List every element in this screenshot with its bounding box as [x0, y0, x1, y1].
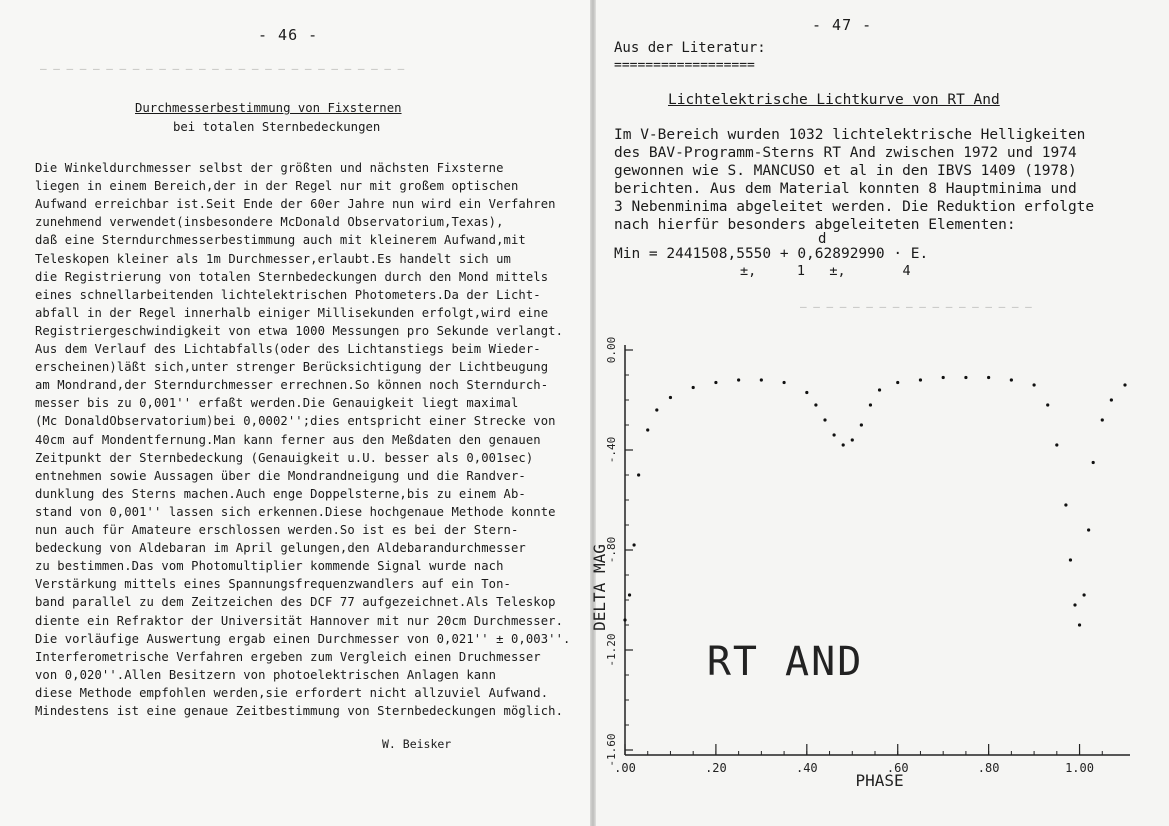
- left-body-line: daß eine Sterndurchmesserbestimmung auch mit kleinerem Aufwand,mit: [35, 233, 526, 248]
- data-point: [842, 443, 845, 446]
- formula-errors: ±, 1 ±, 4: [740, 263, 911, 279]
- data-point: [919, 378, 922, 381]
- data-point: [823, 418, 826, 421]
- left-body-line: bedeckung von Aldebaran im April gelungen,den Aldebarandurchmesser: [35, 541, 526, 556]
- left-body-line: abfall in der Regel innerhalb einiger Millisekunden erfolgt,wird eine: [35, 305, 549, 320]
- data-point: [692, 386, 695, 389]
- left-body-line: von 0,020''.Allen Besitzern von photoelektrischen Anlagen kann: [35, 667, 497, 682]
- left-body-line: diese Methode empfohlen werden,sie erfordert nicht allzuviel Aufwand.: [35, 685, 549, 700]
- data-point: [1046, 403, 1049, 406]
- article-title-right: Lichtelektrische Lichtkurve von RT And: [668, 92, 1000, 108]
- data-point: [714, 381, 717, 384]
- data-point: [1055, 443, 1058, 446]
- data-point: [1082, 593, 1085, 596]
- data-point: [1101, 418, 1104, 421]
- data-point: [896, 381, 899, 384]
- left-body-line: eines schnellarbeitenden lichtelektrischen Photometers.Da der Licht-: [35, 287, 541, 302]
- article-title-left: Durchmesserbestimmung von Fixsternen: [135, 101, 402, 115]
- y-tick-label: -1.20: [605, 633, 618, 667]
- y-tick-label: -.40: [605, 436, 618, 464]
- y-tick-label: 0.00: [605, 336, 618, 364]
- data-point: [1032, 383, 1035, 386]
- left-body-line: stand von 0,001'' lassen sich erkennen.Diese hochgenaue Methode konnte: [35, 504, 556, 519]
- page-number-right: - 47 -: [812, 16, 873, 34]
- y-tick-label: -.80: [605, 536, 618, 564]
- data-point: [832, 433, 835, 436]
- left-body-line: messer bis zu 0,001'' erfaßt werden.Die Genauigkeit liegt maximal: [35, 396, 519, 411]
- left-body-line: die Registrierung von totalen Sternbedeckungen durch den Mond mittels: [35, 269, 549, 284]
- left-body-line: nun auch für Amateure erschlossen werden.So ist es bei der Stern-: [35, 523, 519, 537]
- data-point: [737, 378, 740, 381]
- data-point: [782, 381, 785, 384]
- left-body-line: erscheinen)läßt sich,unter strenger Berücksichtigung der Lichtbeugung: [35, 360, 549, 375]
- star-label: RT AND: [706, 639, 864, 685]
- data-point: [1064, 503, 1067, 506]
- section-rule: ==================: [614, 58, 755, 73]
- left-body-line: dunklung des Sterns machen.Auch enge Doppelsterne,bis zu einem Ab-: [35, 486, 526, 501]
- bleed-through-left: – – – – – – – – – – – – – – – – – – – – – – – – – – – –: [40, 62, 405, 75]
- data-point: [655, 408, 658, 411]
- data-point: [851, 438, 854, 441]
- x-tick-label: 1.00: [1065, 761, 1094, 775]
- left-body-line: Die vorläufige Auswertung ergab einen Durchmesser von 0,021'' ± 0,003''.: [35, 631, 571, 646]
- data-point: [878, 388, 881, 391]
- data-point: [1092, 461, 1095, 464]
- section-heading: Aus der Literatur:: [614, 40, 766, 56]
- left-body-line: Teleskopen kleiner als 1m Durchmesser,erlaubt.Es handelt sich um: [35, 251, 511, 266]
- right-body-line: Im V-Bereich wurden 1032 lichtelektrische Helligkeiten: [614, 127, 1086, 143]
- x-tick-label: .80: [977, 761, 1000, 775]
- data-point: [628, 593, 631, 596]
- left-body-line: Die Winkeldurchmesser selbst der größten und nächsten Fixsterne: [35, 161, 504, 175]
- page-number-left: - 46 -: [258, 26, 319, 44]
- x-tick-label: .00: [614, 761, 636, 775]
- data-point: [1069, 558, 1072, 561]
- data-point: [1087, 528, 1090, 531]
- left-body-line: diente ein Refraktor der Universität Hannover mit nur 20cm Durchmesser.: [35, 613, 564, 628]
- data-point: [637, 473, 640, 476]
- left-body-line: 40cm auf Mondentfernung.Man kann ferner aus den Meßdaten den genauen: [35, 432, 541, 447]
- light-curve-chart: [590, 305, 1169, 795]
- data-point: [942, 376, 945, 379]
- left-body-line: (Mc DonaldObservatorium)bei 0,0002'';dies entspricht einer Strecke von: [35, 414, 556, 429]
- left-body-line: Aufwand erreichbar ist.Seit Ende der 60er Jahre nun wird ein Verfahren: [35, 197, 556, 212]
- x-tick-label: .20: [705, 761, 727, 775]
- left-body-line: Verstärkung mittels eines Spannungsfrequenzwandlers auf ein Ton-: [35, 577, 511, 592]
- data-point: [1078, 623, 1081, 626]
- author-signature: W. Beisker: [382, 737, 452, 751]
- x-tick-label: .40: [795, 761, 818, 775]
- x-axis-label: PHASE: [855, 771, 904, 790]
- data-point: [1110, 398, 1113, 401]
- data-point: [860, 423, 863, 426]
- data-point: [669, 396, 672, 399]
- y-axis-label: DELTA MAG: [590, 544, 609, 631]
- left-body-line: band parallel zu dem Zeitzeichen des DCF 77 aufgezeichnet.Als Teleskop: [35, 595, 556, 610]
- data-point: [632, 543, 635, 546]
- x-tick-label: .60: [886, 761, 909, 775]
- data-point: [805, 391, 808, 394]
- left-body-line: Zeitpunkt der Sternbedeckung (Genauigkeit u.U. besser als 0,001sec): [35, 450, 534, 465]
- left-body-line: Mindestens ist eine genaue Zeitbestimmung von Sternbedeckungen möglich.: [35, 704, 564, 718]
- right-body-line: 3 Nebenminima abgeleitet werden. Die Reduktion erfolgte: [614, 198, 1095, 215]
- left-body-line: Interferometrische Verfahren ergeben zum Vergleich einen Druchmesser: [35, 649, 541, 664]
- data-point: [814, 403, 817, 406]
- data-point: [1010, 378, 1013, 381]
- data-point: [1123, 383, 1126, 386]
- article-subtitle-left: bei totalen Sternbedeckungen: [173, 120, 381, 134]
- bleed-through-right: – – – – – – – – – – – – – – – – – –: [800, 300, 1032, 313]
- data-point: [987, 376, 990, 379]
- data-point: [760, 378, 763, 381]
- y-tick-label: -1.60: [605, 733, 618, 767]
- right-body-line: berichten. Aus dem Material konnten 8 Hauptminima und: [614, 180, 1077, 197]
- left-body-line: Aus dem Verlauf des Lichtabfalls(oder des Lichtanstiegs beim Wieder-: [35, 342, 541, 356]
- data-point: [869, 403, 872, 406]
- right-body-line: nach hierfür besonders abgeleiteten Elementen:: [614, 216, 1016, 233]
- data-point: [1073, 603, 1076, 606]
- data-point: [623, 618, 626, 621]
- right-body-line: des BAV-Programm-Sterns RT And zwischen 1972 und 1974: [614, 144, 1077, 161]
- left-body-line: entnehmen sowie Aussagen über die Mondrandneigung und die Randver-: [35, 468, 526, 483]
- data-point: [646, 428, 649, 431]
- left-body-line: zu bestimmen.Das vom Photomultiplier kommende Signal wurde nach: [35, 559, 504, 574]
- left-body-line: liegen in einem Bereich,der in der Regel nur mit großem optischen: [35, 179, 519, 194]
- left-body-line: zunehmend verwendet(insbesondere McDonald Observatorium,Texas),: [35, 215, 504, 230]
- data-point: [964, 376, 967, 379]
- ephemeris-formula: Min = 2441508,5550 + 0,62892990 · E.: [614, 246, 929, 262]
- formula-superscript: d: [818, 231, 827, 247]
- right-body-line: gewonnen wie S. MANCUSO et al in den IBVS 1409 (1978): [614, 162, 1077, 179]
- left-body-line: Registriergeschwindigkeit von etwa 1000 Messungen pro Sekunde verlangt.: [35, 323, 564, 338]
- left-body-line: am Mondrand,der Sterndurchmesser errechnen.So können noch Sterndurch-: [35, 378, 549, 393]
